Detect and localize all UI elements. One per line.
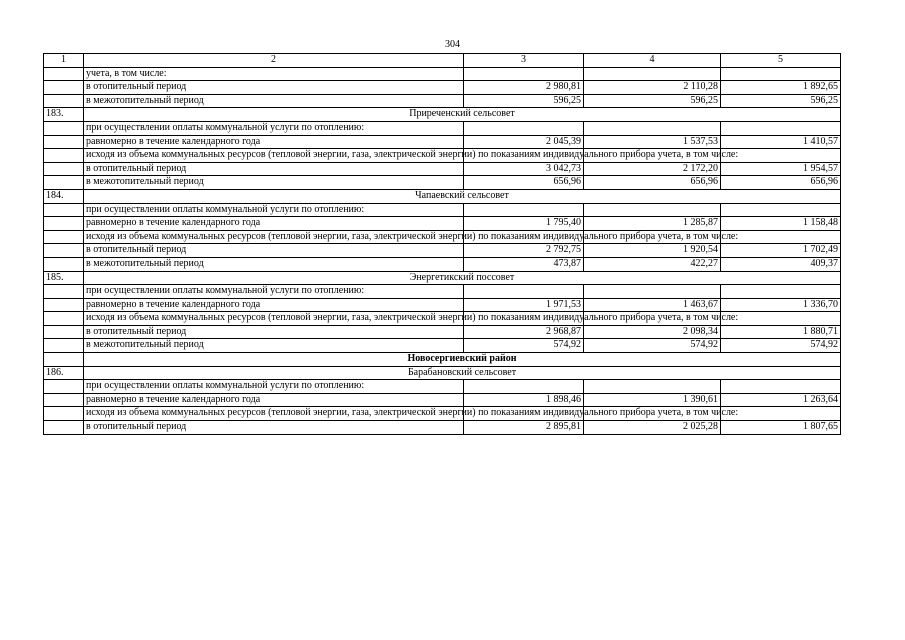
header-col-1: 1 — [44, 54, 84, 68]
table-row — [44, 162, 841, 176]
table-row — [44, 339, 841, 353]
row-number-cell — [44, 325, 84, 339]
row-label: равномерно в течение календарного года — [84, 298, 464, 312]
value-col-5: 596,25 — [721, 94, 841, 108]
table-row — [44, 94, 841, 108]
table-row — [44, 325, 841, 339]
row-label: в отопительный период — [84, 162, 464, 176]
table-header-row — [44, 54, 841, 68]
tariff-table — [43, 53, 841, 435]
row-label: при осуществлении оплаты коммунальной услуги по отоплению: — [84, 121, 464, 135]
row-number-cell — [44, 407, 84, 421]
table-row — [44, 203, 841, 217]
value-col-5: 656,96 — [721, 176, 841, 190]
value-col-5: 1 410,57 — [721, 135, 841, 149]
header-col-4: 4 — [584, 54, 721, 68]
row-label: в межотопительный период — [84, 176, 464, 190]
row-number-cell — [44, 94, 84, 108]
section-title: Барабановский сельсовет — [84, 366, 841, 380]
value-col-3 — [464, 203, 584, 217]
value-col-4: 574,92 — [584, 339, 721, 353]
table-row — [44, 217, 841, 231]
table-row-multiline — [44, 312, 841, 326]
table-row — [44, 298, 841, 312]
value-col-4: 422,27 — [584, 257, 721, 271]
row-number-cell — [44, 217, 84, 231]
value-col-5: 409,37 — [721, 257, 841, 271]
value-col-4: 1 463,67 — [584, 298, 721, 312]
row-label: учета, в том числе: — [84, 67, 464, 81]
row-number-cell — [44, 393, 84, 407]
value-col-5 — [721, 67, 841, 81]
value-col-5 — [721, 149, 841, 163]
section-number: 186. — [44, 366, 84, 380]
section-number: 185. — [44, 271, 84, 285]
row-label: равномерно в течение календарного года — [84, 135, 464, 149]
header-col-2: 2 — [84, 54, 464, 68]
value-col-5: 1 880,71 — [721, 325, 841, 339]
value-col-4 — [584, 285, 721, 299]
table-body — [44, 54, 841, 435]
district-row — [44, 353, 841, 367]
value-col-3 — [464, 121, 584, 135]
row-label: исходя из объема коммунальных ресурсов (тепловой энергии, газа, электрической энергии) по показаниям индивидуального прибора учета, в том числе: — [84, 407, 464, 421]
value-col-3: 1 971,53 — [464, 298, 584, 312]
value-col-3: 473,87 — [464, 257, 584, 271]
row-label: исходя из объема коммунальных ресурсов (тепловой энергии, газа, электрической энергии) по показаниям индивидуального прибора учета, в том числе: — [84, 149, 464, 163]
table-row-multiline — [44, 149, 841, 163]
value-col-4 — [584, 67, 721, 81]
section-title: Энергетикский поссовет — [84, 271, 841, 285]
value-col-3: 656,96 — [464, 176, 584, 190]
row-number-cell — [44, 176, 84, 190]
table-row-multiline — [44, 407, 841, 421]
row-number-cell — [44, 312, 84, 326]
value-col-3: 2 980,81 — [464, 81, 584, 95]
value-col-5 — [721, 230, 841, 244]
value-col-3 — [464, 380, 584, 394]
page-number: 304 — [445, 39, 460, 50]
value-col-4: 1 285,87 — [584, 217, 721, 231]
section-title: Приреченский сельсовет — [84, 108, 841, 122]
value-col-3: 596,25 — [464, 94, 584, 108]
value-col-5: 1 807,65 — [721, 421, 841, 435]
value-col-5: 1 158,48 — [721, 217, 841, 231]
row-number-cell — [44, 81, 84, 95]
row-label: в межотопительный период — [84, 339, 464, 353]
section-title: Чапаевский сельсовет — [84, 189, 841, 203]
value-col-4: 1 537,53 — [584, 135, 721, 149]
table-row — [44, 421, 841, 435]
value-col-3: 1 898,46 — [464, 393, 584, 407]
value-col-4: 596,25 — [584, 94, 721, 108]
value-col-5 — [721, 285, 841, 299]
table-row — [44, 67, 841, 81]
row-label: в отопительный период — [84, 244, 464, 258]
value-col-5: 1 954,57 — [721, 162, 841, 176]
value-col-3 — [464, 285, 584, 299]
row-number-cell — [44, 121, 84, 135]
table-row-multiline — [44, 230, 841, 244]
table-row — [44, 176, 841, 190]
row-number-cell — [44, 230, 84, 244]
row-label: при осуществлении оплаты коммунальной услуги по отоплению: — [84, 380, 464, 394]
value-col-3: 2 895,81 — [464, 421, 584, 435]
district-title: Новосергиевский район — [84, 353, 841, 367]
table-row — [44, 380, 841, 394]
table-row — [44, 393, 841, 407]
table-row — [44, 285, 841, 299]
value-col-5 — [721, 407, 841, 421]
row-label: равномерно в течение календарного года — [84, 393, 464, 407]
row-number-cell — [44, 162, 84, 176]
row-number-cell — [44, 244, 84, 258]
table-row — [44, 244, 841, 258]
row-label: в межотопительный период — [84, 94, 464, 108]
row-number-cell — [44, 135, 84, 149]
row-number-cell — [44, 339, 84, 353]
value-col-4: 1 390,61 — [584, 393, 721, 407]
value-col-4: 2 172,20 — [584, 162, 721, 176]
value-col-4 — [584, 121, 721, 135]
value-col-3: 2 968,87 — [464, 325, 584, 339]
header-col-3: 3 — [464, 54, 584, 68]
table-row — [44, 121, 841, 135]
row-label: в межотопительный период — [84, 257, 464, 271]
table-row — [44, 81, 841, 95]
value-col-3: 2 792,75 — [464, 244, 584, 258]
value-col-5 — [721, 380, 841, 394]
row-number-cell — [44, 203, 84, 217]
value-col-4 — [584, 380, 721, 394]
section-row — [44, 271, 841, 285]
value-col-5: 1 702,49 — [721, 244, 841, 258]
section-number: 184. — [44, 189, 84, 203]
row-number-cell — [44, 298, 84, 312]
value-col-3: 1 795,40 — [464, 217, 584, 231]
table-row — [44, 135, 841, 149]
value-col-3 — [464, 67, 584, 81]
value-col-4: 1 920,54 — [584, 244, 721, 258]
row-label: в отопительный период — [84, 421, 464, 435]
value-col-5: 1 336,70 — [721, 298, 841, 312]
row-label: исходя из объема коммунальных ресурсов (тепловой энергии, газа, электрической энергии) по показаниям индивидуального прибора учета, в том числе: — [84, 230, 464, 244]
value-col-4 — [584, 203, 721, 217]
row-number-cell — [44, 67, 84, 81]
row-label: исходя из объема коммунальных ресурсов (тепловой энергии, газа, электрической энергии) по показаниям индивидуального прибора учета, в том числе: — [84, 312, 464, 326]
row-number-cell — [44, 380, 84, 394]
value-col-3: 3 042,73 — [464, 162, 584, 176]
value-col-3: 2 045,39 — [464, 135, 584, 149]
value-col-5 — [721, 312, 841, 326]
row-number-cell — [44, 149, 84, 163]
section-number: 183. — [44, 108, 84, 122]
value-col-5: 1 892,65 — [721, 81, 841, 95]
value-col-4: 2 098,34 — [584, 325, 721, 339]
row-number-cell — [44, 353, 84, 367]
section-row — [44, 189, 841, 203]
row-label: при осуществлении оплаты коммунальной услуги по отоплению: — [84, 203, 464, 217]
row-label: в отопительный период — [84, 81, 464, 95]
value-col-3: 574,92 — [464, 339, 584, 353]
table-row — [44, 257, 841, 271]
header-col-5: 5 — [721, 54, 841, 68]
value-col-5: 574,92 — [721, 339, 841, 353]
row-number-cell — [44, 421, 84, 435]
row-label: в отопительный период — [84, 325, 464, 339]
value-col-5: 1 263,64 — [721, 393, 841, 407]
value-col-4: 656,96 — [584, 176, 721, 190]
row-number-cell — [44, 285, 84, 299]
row-label: равномерно в течение календарного года — [84, 217, 464, 231]
value-col-5 — [721, 203, 841, 217]
row-label: при осуществлении оплаты коммунальной услуги по отоплению: — [84, 285, 464, 299]
section-row — [44, 366, 841, 380]
value-col-4: 2 025,28 — [584, 421, 721, 435]
value-col-4: 2 110,28 — [584, 81, 721, 95]
value-col-5 — [721, 121, 841, 135]
section-row — [44, 108, 841, 122]
row-number-cell — [44, 257, 84, 271]
